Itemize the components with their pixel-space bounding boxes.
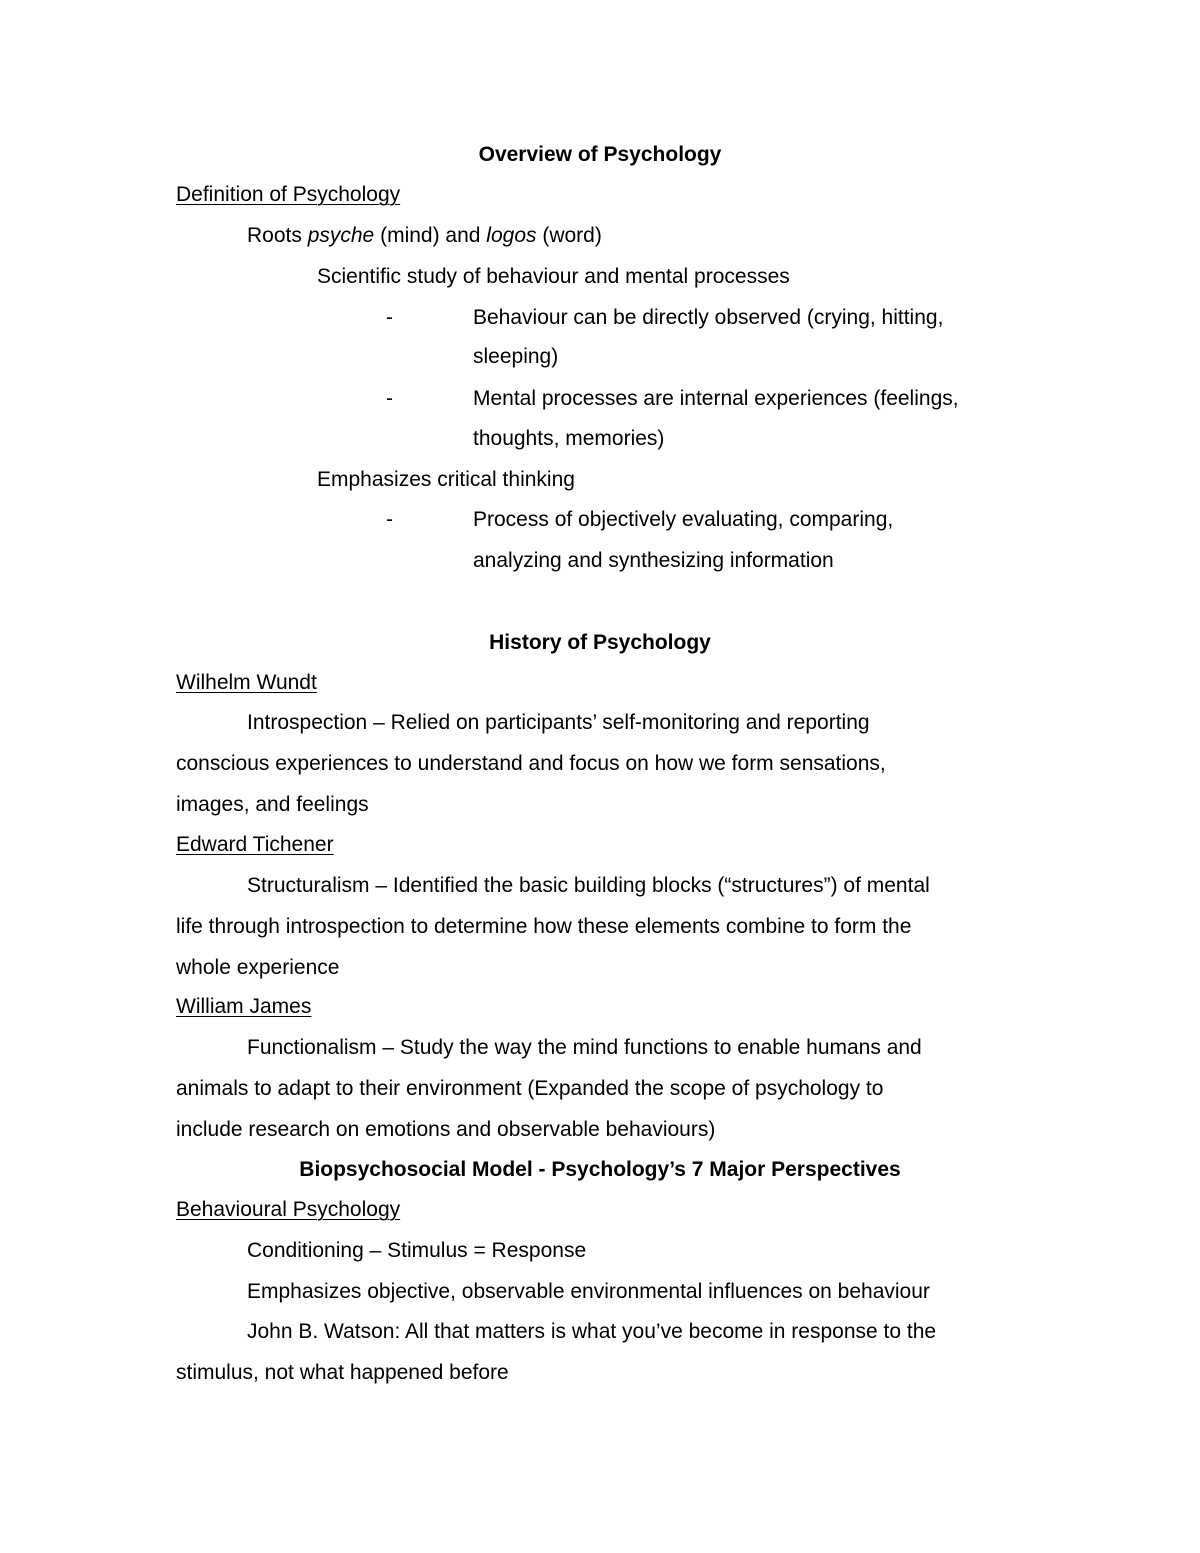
watson-line-2: stimulus, not what happened before <box>176 1361 509 1384</box>
wundt-line-2: conscious experiences to understand and focus on how we form sensations, <box>176 752 886 775</box>
roots-line <box>247 224 602 248</box>
psyche-term: psyche <box>307 224 375 247</box>
bullet-mental-line-2: thoughts, memories) <box>473 427 665 450</box>
emphasizes-objective-line: Emphasizes objective, observable environmental influences on behaviour <box>247 1280 930 1303</box>
james-line-3: include research on emotions and observable behaviours) <box>176 1118 716 1141</box>
overview-title: Overview of Psychology <box>478 143 722 166</box>
bullet-dash: - <box>386 508 393 531</box>
bullet-dash: - <box>386 306 393 329</box>
tichener-line-2: life through introspection to determine how these elements combine to form the <box>176 915 912 938</box>
james-heading: William James <box>176 995 312 1018</box>
watson-line-1: John B. Watson: All that matters is what you’ve become in response to the <box>247 1320 937 1343</box>
conditioning-line: Conditioning – Stimulus = Response <box>247 1239 587 1262</box>
tichener-line-3: whole experience <box>176 956 340 979</box>
logos-meaning: (word) <box>536 224 602 247</box>
bullet-process-line-2: analyzing and synthesizing information <box>473 549 834 572</box>
scientific-study-line: Scientific study of behaviour and mental processes <box>317 265 790 288</box>
logos-term: logos <box>486 224 537 247</box>
bullet-dash: - <box>386 387 393 410</box>
psyche-meaning: (mind) and <box>374 224 487 247</box>
bullet-behaviour-line-1: Behaviour can be directly observed (crying, hitting, <box>473 306 944 329</box>
critical-thinking-line: Emphasizes critical thinking <box>317 468 575 491</box>
james-line-1: Functionalism – Study the way the mind functions to enable humans and <box>247 1036 922 1059</box>
bullet-mental-line-1: Mental processes are internal experiences (feelings, <box>473 387 959 410</box>
bullet-process-line-1: Process of objectively evaluating, comparing, <box>473 508 894 531</box>
biopsychosocial-title: Biopsychosocial Model - Psychology’s 7 Major Perspectives <box>299 1158 901 1181</box>
wundt-line-3: images, and feelings <box>176 793 369 816</box>
bullet-behaviour-line-2: sleeping) <box>473 345 559 368</box>
behavioural-heading: Behavioural Psychology <box>176 1198 401 1221</box>
tichener-heading: Edward Tichener <box>176 833 334 856</box>
history-title: History of Psychology <box>489 631 711 654</box>
wundt-line-1: Introspection – Relied on participants’ self-monitoring and reporting <box>247 711 870 734</box>
james-line-2: animals to adapt to their environment (Expanded the scope of psychology to <box>176 1077 884 1100</box>
definition-heading: Definition of Psychology <box>176 183 401 206</box>
roots-prefix: Roots <box>247 224 308 247</box>
tichener-line-1: Structuralism – Identified the basic building blocks (“structures”) of mental <box>247 874 930 897</box>
wundt-heading: Wilhelm Wundt <box>176 671 317 694</box>
